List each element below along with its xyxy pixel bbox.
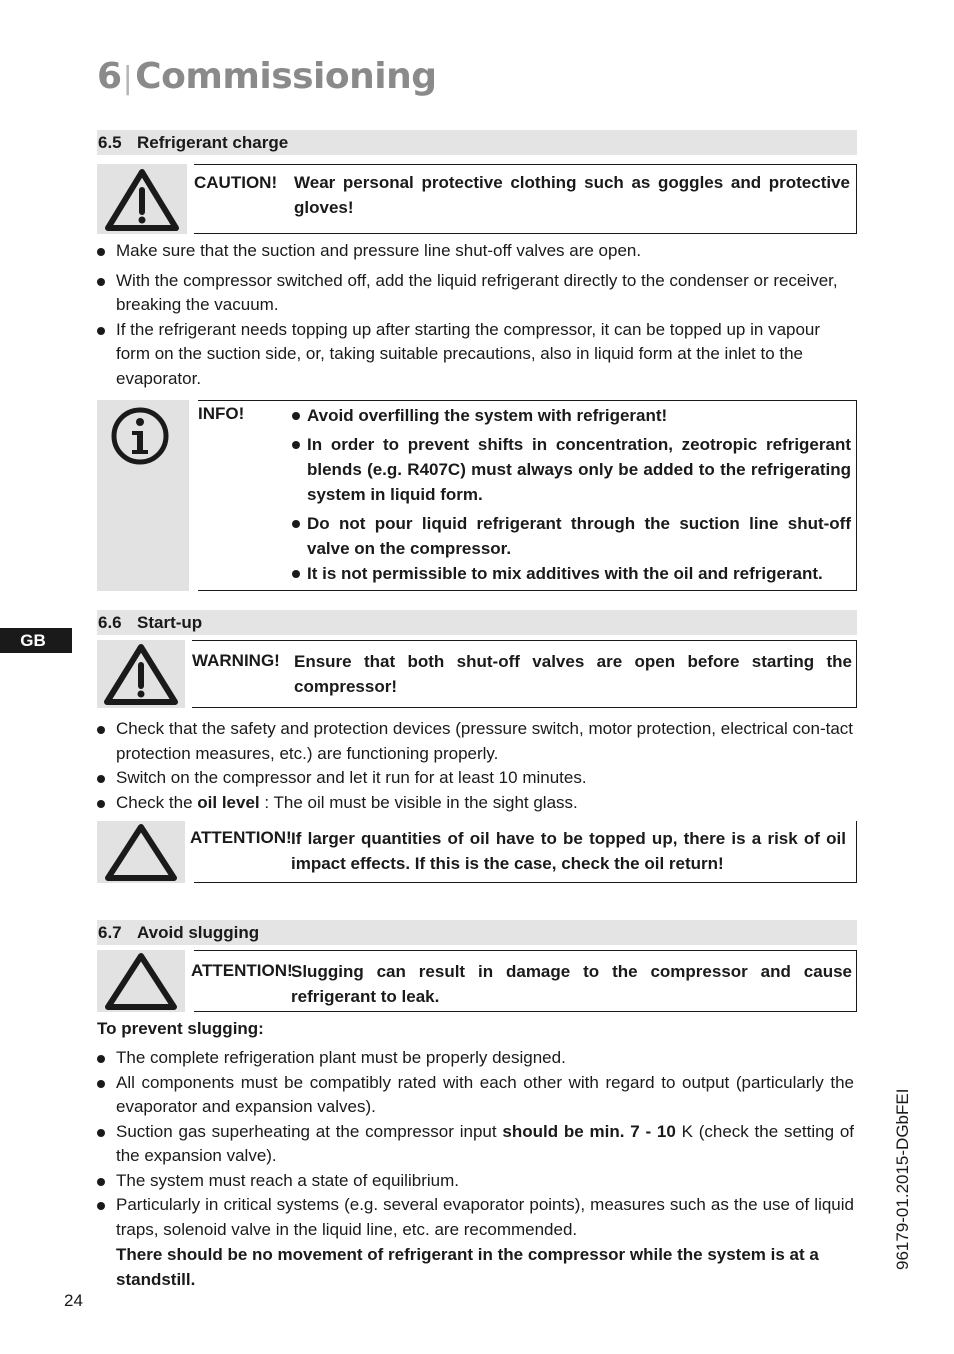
prevent-slugging-heading: To prevent slugging:	[97, 1019, 264, 1038]
section-number: 6.6	[98, 613, 122, 632]
section-number: 6.5	[98, 133, 122, 152]
info-icon	[97, 400, 189, 591]
list-item: Avoid overfilling the system with refrigerant!	[292, 403, 851, 428]
warning-triangle-icon	[97, 164, 187, 234]
document-code: 96179-01.2015-DGbFEI	[893, 1088, 912, 1270]
attention-note-oil	[97, 821, 857, 883]
attention-label: ATTENTION!	[191, 961, 293, 980]
superheat-suffix: K (check the setting of the expansion valve).	[116, 1121, 855, 1165]
prevent-slugging-list	[97, 1046, 854, 1242]
attention-label: ATTENTION!	[190, 828, 292, 847]
caution-triangle-icon	[97, 821, 185, 883]
chapter-title	[97, 56, 436, 97]
list-item: If the refrigerant needs topping up after starting the compressor, it can be topped up in vapour form on the suction side, or, taking suitable precautions, also in liquid form at the inlet to the evaporator.	[97, 318, 857, 392]
oil-check-suffix: : The oil must be visible in the sight glass.	[259, 792, 578, 812]
superheat-value: should be min. 7 - 10	[502, 1121, 676, 1141]
page-number: 24	[64, 1291, 83, 1310]
section-heading-6-5	[97, 130, 857, 155]
section-title: Refrigerant charge	[137, 133, 289, 152]
list-item: In order to prevent shifts in concentration, zeotropic refrigerant blends (e.g. R407C) must always only be added to the refrigerating system in liquid form.	[292, 432, 851, 507]
list-item: The complete refrigeration plant must be properly designed.	[97, 1046, 854, 1071]
section-heading-6-7	[97, 920, 857, 945]
oil-check-prefix: Check the	[116, 792, 198, 812]
warning-textbox	[192, 640, 857, 708]
attention-textbox	[190, 821, 857, 883]
warning-note	[97, 640, 857, 708]
start-up-steps	[97, 717, 857, 815]
attention-message: If larger quantities of oil have to be topped up, there is a risk of oil impact effects. If this is the case, check the oil return!	[291, 829, 846, 873]
warning-triangle-icon	[97, 640, 185, 708]
final-note: There should be no movement of refrigerant in the compressor while the system is at a standstill.	[116, 1245, 819, 1289]
list-item: Make sure that the suction and pressure line shut-off valves are open.	[97, 239, 857, 264]
caution-message: Wear personal protective clothing such as goggles and protective gloves!	[294, 173, 850, 217]
list-item	[97, 791, 857, 816]
section-title: Avoid slugging	[137, 923, 260, 942]
caution-textbox	[194, 164, 857, 234]
warning-label: WARNING!	[192, 651, 280, 670]
list-item: Particularly in critical systems (e.g. several evaporator points), measures such as the use of liquid traps, solenoid valve in the liquid line, etc. are recommended.	[97, 1193, 854, 1242]
caution-note	[97, 164, 857, 234]
language-tab: GB	[0, 628, 72, 653]
section-title: Start-up	[137, 613, 203, 632]
info-label: INFO!	[198, 404, 245, 423]
attention-message: Slugging can result in damage to the compressor and cause refrigerant to leak.	[291, 962, 852, 1006]
chapter-separator: |	[122, 61, 133, 96]
caution-label: CAUTION!	[194, 173, 278, 192]
warning-message: Ensure that both shut-off valves are open before starting the compressor!	[294, 652, 852, 696]
section-number: 6.7	[98, 923, 122, 942]
list-item: With the compressor switched off, add the liquid refrigerant directly to the condenser or receiver, breaking the vacuum.	[97, 269, 857, 318]
section-heading-6-6	[97, 610, 857, 635]
superheat-prefix: Suction gas superheating at the compressor input	[116, 1121, 503, 1141]
attention-note-slugging	[97, 950, 857, 1012]
caution-triangle-icon	[97, 950, 185, 1012]
list-item	[97, 1120, 854, 1169]
attention-textbox	[191, 950, 857, 1012]
info-textbox	[198, 400, 857, 591]
list-item: Do not pour liquid refrigerant through the suction line shut-off valve on the compressor.	[292, 511, 851, 561]
refrigerant-charge-steps	[97, 239, 857, 391]
info-note	[97, 400, 857, 591]
list-item: All components must be compatibly rated with each other with regard to output (particularly the evaporator and expansion valves).	[97, 1071, 854, 1120]
chapter-title-text: Commissioning	[135, 56, 437, 97]
list-item: Check that the safety and protection devices (pressure switch, motor protection, electrical con-tact protection measures, etc.) are functioning properly.	[97, 717, 857, 766]
oil-level-term: oil level	[197, 792, 260, 812]
list-item: The system must reach a state of equilibrium.	[97, 1169, 854, 1194]
list-item: It is not permissible to mix additives with the oil and refrigerant.	[292, 561, 851, 586]
chapter-number: 6	[97, 56, 122, 97]
info-items	[292, 403, 851, 586]
list-item: Switch on the compressor and let it run for at least 10 minutes.	[97, 766, 857, 791]
